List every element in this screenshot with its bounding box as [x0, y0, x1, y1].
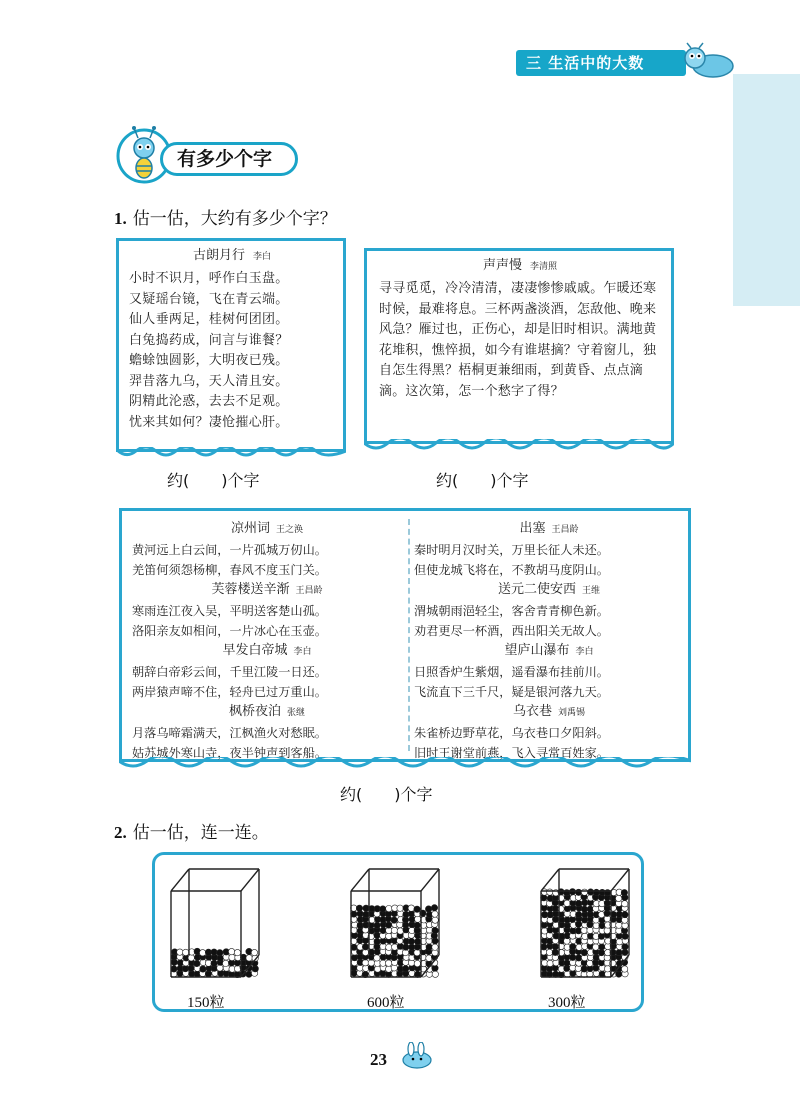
- poem-line: 寒雨连江夜入吴，平明送客楚山孤。: [132, 604, 327, 618]
- poem-title: 凉州词 王之涣: [230, 521, 304, 536]
- question-number: 1.: [114, 209, 127, 228]
- poem-column-right: [414, 519, 684, 763]
- question-2: [114, 818, 269, 843]
- poem-title: 乌衣巷 刘禹锡: [512, 704, 586, 719]
- jar-panel: [152, 852, 644, 1012]
- question-text: 估一估，大约有多少个字？: [132, 209, 337, 229]
- poem-line: 朝辞白帝彩云间，千里江陵一日还。: [132, 665, 327, 679]
- jar-label: 150粒: [187, 995, 225, 1011]
- jar-label: 600粒: [367, 995, 405, 1011]
- jar-150[interactable]: [165, 861, 265, 981]
- answer-blank-1[interactable]: 约( )个字: [167, 471, 260, 490]
- poem-line: 忧来其如何？凄怆摧心肝。: [129, 414, 289, 430]
- poem-line: 羿昔落九乌，天人清且安。: [129, 373, 289, 389]
- poem-line: 秦时明月汉时关，万里长征人未还。: [414, 543, 609, 557]
- question-number: 2.: [114, 823, 127, 842]
- page-number: 23: [370, 1050, 387, 1069]
- poem-line: 渭城朝雨浥轻尘，客舍青青柳色新。: [414, 604, 609, 618]
- poem-title: 送元二使安西 王维: [497, 582, 601, 597]
- poem-line: 又疑瑶台镜，飞在青云端。: [129, 291, 289, 307]
- poem-line: 洛阳亲友如相问，一片冰心在玉壶。: [132, 624, 327, 638]
- poem-line: 黄河远上白云间，一片孤城万仞山。: [132, 543, 327, 557]
- poem-title: 芙蓉楼送辛渐 王昌龄: [211, 582, 323, 597]
- poem-line: 朱雀桥边野草花，乌衣巷口夕阳斜。: [414, 726, 609, 740]
- question-1: [114, 204, 337, 229]
- poem-line: 阴精此沦惑，去去不足观。: [129, 394, 289, 409]
- torn-edge: [116, 447, 346, 463]
- question-text: 估一估，连一连。: [132, 823, 269, 843]
- answer-blank-2[interactable]: 约( )个字: [436, 471, 529, 490]
- answer-blank-3[interactable]: 约( )个字: [340, 785, 433, 804]
- poem-line: 白兔捣药成，问言与谁餐？: [129, 332, 289, 348]
- poem-title: 望庐山瀑布 李白: [504, 643, 594, 658]
- poem-text: 寻寻觅觅，冷冷清清，凄凄惨惨戚戚。乍暖还寒时候，最难将息。三杯两盏淡酒，怎敌他、晚来风急？雁过也，正伤心，却是旧时相识。满地黄花堆积，憔悴损，如今有谁堪摘？守着窗儿，独自怎生得黑？梧桐更兼细雨，到黄昏、点点滴滴。这次第，怎一个愁字了得？: [379, 281, 657, 399]
- poem-card-1: [116, 238, 346, 452]
- bunny-mascot-icon: [397, 1042, 437, 1070]
- torn-edge: [364, 439, 674, 455]
- poem-line: 蟾蜍蚀圆影，大明夜已残。: [129, 353, 289, 368]
- torn-edge: [119, 757, 691, 773]
- poem-line: 羌笛何须怨杨柳，春风不度玉门关。: [132, 563, 327, 577]
- poem-line: 仙人垂两足，桂树何团团。: [129, 312, 289, 327]
- poem-line: 日照香炉生紫烟，遥看瀑布挂前川。: [414, 665, 609, 679]
- bug-mascot-icon: [677, 42, 737, 80]
- section-title: 有多少个字: [160, 142, 298, 176]
- chapter-banner: 三 生活中的大数: [516, 50, 686, 76]
- poem-title: 早发白帝城 李白: [222, 643, 312, 658]
- jar-label: 300粒: [548, 995, 586, 1011]
- side-band: [733, 74, 800, 306]
- poem-card-2: [364, 248, 674, 444]
- poem-line: 月落乌啼霜满天，江枫渔火对愁眠。: [132, 726, 327, 740]
- poem-line: 小时不识月，呼作白玉盘。: [129, 271, 289, 286]
- poem-line: 两岸猿声啼不住，轻舟已过万重山。: [132, 685, 327, 699]
- poem-collection-card: [119, 508, 691, 762]
- poem-line: 飞流直下三千尺，疑是银河落九天。: [414, 685, 609, 699]
- poem-line: 劝君更尽一杯酒，西出阳关无故人。: [414, 624, 609, 638]
- poem-line: 姑苏城外寒山寺，夜半钟声到客船。: [132, 746, 327, 760]
- poem-title: 枫桥夜泊 张继: [228, 704, 306, 719]
- poem-title: 古朗月行 李白: [192, 248, 272, 263]
- poem-line: 但使龙城飞将在，不教胡马度阴山。: [414, 563, 609, 577]
- jar-600[interactable]: [345, 861, 445, 981]
- poem-line: 旧时王谢堂前燕，飞入寻常百姓家。: [414, 746, 609, 760]
- poem-title: 出塞 王昌龄: [519, 521, 579, 536]
- jar-300[interactable]: [535, 861, 635, 981]
- column-divider: [408, 519, 410, 751]
- poem-column-left: [132, 519, 402, 763]
- poem-title: 声声慢 李清照: [482, 258, 558, 273]
